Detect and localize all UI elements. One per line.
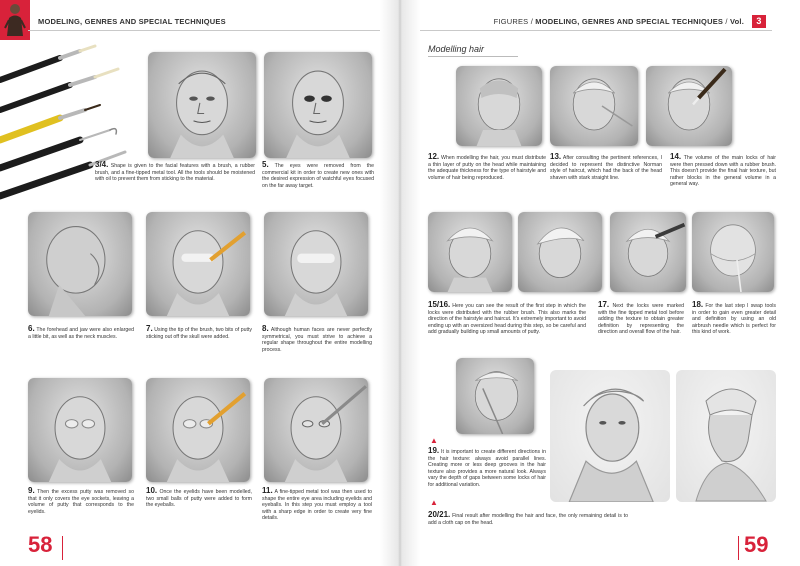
photo-step-21	[676, 370, 776, 502]
caption-7: 7. Using the tip of the brush, two bits of putty sticking out off the skull were added.	[146, 324, 252, 340]
right-header	[400, 14, 772, 31]
photo-step-15	[428, 212, 512, 292]
caption-18: 18. For the last step I swap tools in order to gain even greater detail and definition by using an old airbrush needle which is perfect for this kind of work.	[692, 300, 776, 336]
photo-step-18	[692, 212, 774, 292]
left-page-number: 58	[28, 532, 53, 557]
book-gutter	[380, 0, 420, 566]
photo-step-16	[518, 212, 602, 292]
photo-step-13	[550, 66, 638, 146]
caption-5: 5. The eyes were removed from the commercial kit in order to create new ones with the desired expression of watchful eyes focused on the far away target.	[262, 160, 374, 189]
caption-9: 9. Then the excess putty was removed so that it only covers the eye sockets, leaving a volume of putty that corresponds to the eyelids.	[28, 486, 134, 515]
photo-step-17	[610, 212, 686, 292]
caption-10: 10. Once the eyelids have been modelled, two small balls of putty were added to form the eyeballs.	[146, 486, 252, 509]
volume-badge: 3	[752, 15, 766, 28]
caption-20-21: 20/21. Final result after modelling the hair and face, the only remaining detail is to add a cloth cap on the head.	[428, 510, 628, 526]
section-title: Modelling hair	[428, 44, 518, 57]
caption-12: 12. When modelling the hair, you must distribute a thin layer of putty on the head while maintaining the adequate thickness for the type of hairstyle and volume of hair being reproduced.	[428, 152, 546, 181]
right-page-number: 59	[744, 532, 769, 557]
photo-step-8	[264, 212, 368, 316]
left-header-title: MODELING, GENRES AND SPECIAL TECHNIQUES	[38, 17, 226, 26]
caption-3-4: 3/4. Shape is given to the facial features with a brush, a rubber brush, and a fine-tipped metal tool. All the tools should be moistened with oil to prevent them from sticking to the material.	[95, 160, 255, 183]
caption-19: 19. It is important to create different directions in the hair texture: always avoid parallel lines. Creating more or less deep grooves in the hair texture also provides a more natural look. Always vary the depth of gaps between some locks of hair for additional variation.	[428, 446, 546, 488]
photo-step-6	[28, 212, 132, 316]
corner-figure-icon	[4, 2, 26, 36]
caption-14: 14. The volume of the main locks of hair were then pressed down with a rubber brush. This doesn't provide the final hair texture, but rather blocks in the general volume in a general way.	[670, 152, 776, 188]
photo-step-11	[264, 378, 368, 482]
caret-up-icon-2: ▲	[430, 498, 438, 507]
photo-step-20	[550, 370, 670, 502]
photo-step-7	[146, 212, 250, 316]
caption-13: 13. After consulting the pertinent references, I decided to represent the distinctive Norman style of haircut, which had the back of the head shaven with stark straight line.	[550, 152, 663, 181]
photo-step-9	[28, 378, 132, 482]
right-page	[400, 0, 800, 566]
caption-11: 11. A fine-tipped metal tool was then used to shape the entire eye area including eyelids and eyeballs. In this step you must employ a tool with a sharp edge in order to create very fine details.	[262, 486, 372, 522]
right-header-text: FIGURES / MODELING, GENRES AND SPECIAL TECHNIQUES / Vol.	[493, 17, 744, 26]
photo-step-19	[456, 358, 534, 434]
right-page-number-rule	[738, 536, 739, 560]
left-header	[28, 14, 400, 31]
photo-step-14	[646, 66, 732, 146]
photo-step-3-4	[148, 52, 256, 158]
caption-6: 6. The forehead and jaw were also enlarged a little bit, as well as the neck muscles.	[28, 324, 134, 340]
photo-step-5	[264, 52, 372, 158]
photo-step-10	[146, 378, 250, 482]
photo-step-12	[456, 66, 542, 146]
caption-17: 17. Next the locks were marked with the fine tipped metal tool before adding the texture to obtain greater definition by representing the direction and overall flow of the hair.	[598, 300, 684, 336]
caret-up-icon: ▲	[430, 436, 438, 445]
caption-15-16: 15/16. Here you can see the result of the first step in which the locks were distributed with the rubber brush. This also marks the direction of the hairstyle and haircut. It's extremely important to avoid ending up with an oversized head during this step, so be careful and add gradually building up small amounts of putty.	[428, 300, 586, 336]
caption-8: 8. Although human faces are never perfectly symmetrical, you must strive to achieve a regular shape throughout the entire modelling process.	[262, 324, 373, 353]
left-page-number-rule	[62, 536, 63, 560]
